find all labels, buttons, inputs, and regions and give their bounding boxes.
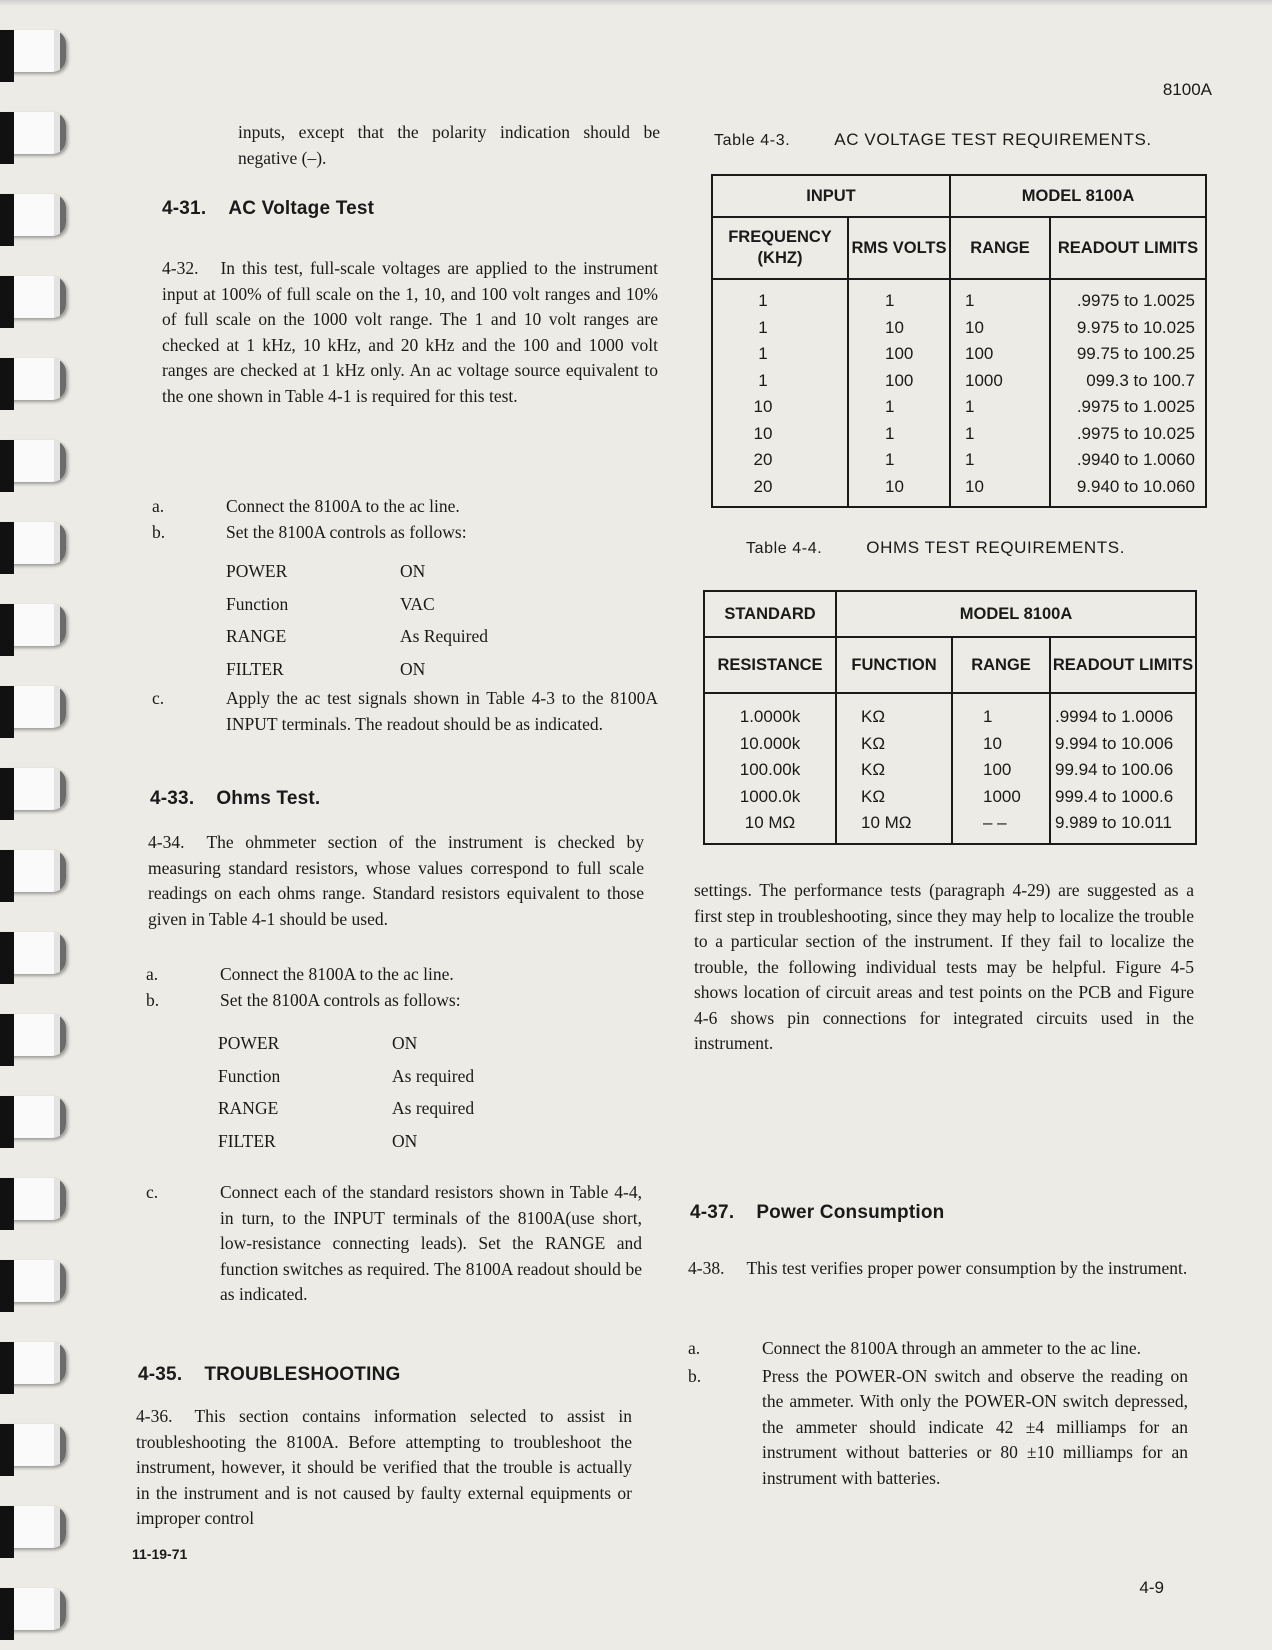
step-c [152,686,658,737]
paragraph-4-38 [688,1256,1188,1282]
step-letter: c. [152,688,165,708]
step-b [152,520,658,546]
cell: 1 [965,423,975,443]
paragraph-body: This test verifies proper power consumption by the instrument. [746,1258,1188,1278]
cell: 100 [885,344,914,363]
binding-ring [0,1424,66,1466]
col-header-frequency: FREQUENCY (KHZ) [712,217,848,279]
paragraph-number: 4-38. [688,1258,725,1278]
binding-ring [0,1506,66,1548]
binding-ring [0,768,66,810]
paragraph-text [148,830,644,932]
footer-date: 11-19-71 [132,1546,188,1562]
table-4-4 [703,590,1197,845]
cell: 9.989 to 10.011 [1055,813,1172,832]
table-4-3-caption [714,130,1152,150]
binding-ring [0,932,66,974]
binding-ring [0,1014,66,1056]
cell: 9.994 to 10.006 [1055,733,1174,753]
step-letter: a. [152,496,165,516]
cell: 10 [753,397,773,416]
paragraph-body: In this test, full-scale voltages are applied to the instrument input at 100% of full scale on the 1, 10, and 100 volt ranges and 10% of full scale on the 1000 volt range. The 1 and 10 volt ranges are checked at 1 kHz, 10 kHz, and 20 kHz and the 100 and 1000 volt ranges are checked at 1 kHz only. An ac voltage source equivalent to the one shown in Table 4-1 is required for this test. [162,258,658,406]
cell: 1 [983,707,993,726]
col-header-readout-limits: READOUT LIMITS [1050,217,1206,279]
ohms-control-settings [218,1031,642,1154]
section-number: 4-31. [162,198,207,219]
paragraph-number: 4-32. [162,258,199,278]
control-name: Function [218,1065,281,1086]
binding-ring [0,522,66,564]
intro-paragraph [238,120,660,171]
paragraph-body: This section contains information selected to assist in troubleshooting the 8100A. Before attempting to troubleshoot the instrument, however, it should be verified that the trouble is actually in the instrument and is not caused by faulty external equipments or improper control [136,1406,632,1528]
table-body-row [712,279,1206,507]
power-test-steps [688,1336,1188,1491]
cell: 1 [758,317,768,337]
cell: 1 [758,344,768,363]
binding-ring [0,1260,66,1302]
step-a [688,1336,1188,1362]
table-title: OHMS TEST REQUIREMENTS. [866,538,1126,557]
section-title: Power Consumption [756,1202,945,1223]
cell: 10 [965,476,984,496]
table-group-header-row [704,591,1196,637]
paragraph-body: The ohmmeter section of the instrument is checked by measuring standard resistors, whose values correspond to full scale readings on each ohms range. Standard resistors equivalent to those given in Table 4-1 should be used. [148,832,644,929]
paragraph-4-34 [148,830,644,932]
paragraph-number: 4-34. [148,832,185,852]
cell: 20 [753,450,773,469]
header-model: 8100A [1162,80,1212,99]
cell: .9994 to 1.0006 [1055,707,1174,726]
binding-ring [0,850,66,892]
cell: 10 [965,317,984,337]
cell: 1000.0k [739,786,801,806]
section-4-33-heading [150,786,630,812]
step-text: Connect the 8100A to the ac line. [226,496,460,516]
cell: 1000 [965,370,1003,390]
table-column-header-row [712,217,1206,279]
control-name: POWER [226,561,288,581]
section-number: 4-33. [150,788,195,809]
section-number: 4-35. [138,1364,183,1385]
step-a [146,962,642,988]
cell: 1.0000k [739,707,801,726]
rms-column [848,279,950,507]
section-4-35-heading [138,1362,618,1388]
section-title: AC Voltage Test [228,198,375,219]
step-a [152,494,658,520]
step-letter: b. [688,1365,702,1386]
binding-ring [0,276,66,318]
step-letter: b. [152,521,166,542]
control-value: ON [400,561,426,581]
step-text: Set the 8100A controls as follows: [220,989,461,1010]
cell: KΩ [861,760,886,779]
range-column [952,693,1050,844]
step-letter: a. [688,1338,701,1358]
table-group-header-row [712,175,1206,217]
cell: 100 [885,370,914,390]
limits-column [1050,279,1206,507]
control-name: Function [226,593,289,614]
col-header-readout-limits: READOUT LIMITS [1050,637,1196,693]
control-value: As Required [400,626,488,646]
control-name: RANGE [226,626,287,646]
step-text: Connect each of the standard resistors shown in Table 4-4, in turn, to the INPUT terminals of the 8100A(use short, low-resistance connecting leads). Set the RANGE and function switches as required. The 8100A readout should be as indicated. [220,1182,642,1304]
freq-column [712,279,848,507]
control-name: POWER [218,1033,280,1053]
cell: 10.000k [739,733,801,753]
cell: 9.940 to 10.060 [1076,476,1195,496]
step-text: Connect the 8100A through an ammeter to the ac line. [762,1338,1142,1358]
paragraph-4-32 [162,256,658,409]
binding-ring [0,440,66,482]
cell: KΩ [861,707,886,726]
resistance-column [704,693,836,844]
control-value: As required [392,1098,475,1118]
paragraph-4-36 [136,1404,632,1532]
cell: 10 MΩ [861,813,912,832]
cell: KΩ [861,786,886,806]
cell: 10 MΩ [744,813,796,832]
cell: .9975 to 1.0025 [1076,397,1195,416]
page-number: 4-9 [1139,1578,1164,1597]
binding-ring [0,686,66,728]
cell: KΩ [861,733,886,753]
col-header-function: FUNCTION [836,637,952,693]
cell: 10 [885,317,904,337]
section-title: Ohms Test. [216,788,321,809]
step-c [146,1180,642,1308]
cell: 99.94 to 100.06 [1055,760,1174,779]
control-value: ON [392,1033,418,1053]
cell: 10 [753,423,773,443]
cell: 1 [885,397,895,416]
table-body-row [704,693,1196,844]
page-top-edge [0,0,1272,6]
control-name: FILTER [226,658,284,679]
cell: 100 [983,760,1012,779]
table-number: Table 4-4. [746,540,823,557]
binding-ring [0,1178,66,1220]
table-title: AC VOLTAGE TEST REQUIREMENTS. [834,130,1152,149]
section-number: 4-37. [690,1202,735,1223]
control-value: ON [400,658,426,679]
binding-ring [0,1588,66,1630]
cell: 999.4 to 1000.6 [1055,786,1174,806]
function-column [836,693,952,844]
col-header-range: RANGE [952,637,1050,693]
step-b [688,1364,1188,1492]
cell: 10 [983,733,1002,753]
paragraph-number: 4-36. [136,1406,173,1426]
cell: 1 [965,450,975,469]
binding-ring [0,112,66,154]
section-4-37-heading [690,1200,1170,1226]
intro-text: inputs, except that the polarity indication should be negative (–). [238,122,660,168]
step-text: Connect the 8100A to the ac line. [220,964,454,984]
table-number: Table 4-3. [714,132,791,149]
section-4-31-heading [162,196,642,222]
table-4-3 [711,174,1207,508]
control-name: RANGE [218,1098,279,1118]
col-header-rms-volts: RMS VOLTS [848,217,950,279]
ac-control-settings [226,559,658,682]
step-letter: a. [146,964,159,984]
range-column [950,279,1050,507]
cell: 100.00k [739,760,801,779]
section-title: TROUBLESHOOTING [204,1364,401,1385]
cell: 099.3 to 100.7 [1086,370,1195,390]
paragraph-text [136,1404,632,1532]
table-4-4-caption [746,538,1125,558]
cell: 1000 [983,786,1021,806]
group-header-input: INPUT [712,175,950,217]
step-text: Set the 8100A controls as follows: [226,521,467,542]
cell: 1 [885,423,895,443]
binding-ring [0,30,66,72]
step-b [146,988,642,1014]
cell: .9975 to 1.0025 [1076,291,1195,310]
cell: .9975 to 10.025 [1076,423,1195,443]
step-letter: b. [146,989,160,1010]
paragraph-text: settings. The performance tests (paragraph 4-29) are suggested as a first step in troubleshooting, since they may help to localize the trouble to a particular section of the instrument. If they fail to localize the trouble, the following individual tests may be helpful. Figure 4-5 shows location of circuit areas and test points on the PCB and Figure 4-6 shows pin connections for integrated circuits used in the instrument. [694,880,1194,1053]
table-column-header-row [704,637,1196,693]
cell: 100 [965,344,994,363]
group-header-model: MODEL 8100A [950,175,1206,217]
cell: 1 [885,291,895,310]
cell: .9940 to 1.0060 [1076,450,1195,469]
cell: 10 [885,476,904,496]
binding-ring [0,358,66,400]
paragraph-text [162,256,658,409]
limits-column [1050,693,1196,844]
cell: 1 [758,291,768,310]
cell: 1 [885,450,895,469]
ac-test-steps [152,494,658,737]
cell: 1 [965,397,975,416]
binding-ring [0,194,66,236]
cell: 1 [758,370,768,390]
step-letter: c. [146,1182,159,1202]
binding-ring [0,604,66,646]
control-value: As required [392,1065,475,1086]
cell: 1 [965,291,975,310]
ohms-test-steps [146,962,642,1308]
control-name: FILTER [218,1130,276,1151]
binding-ring [0,1096,66,1138]
binding-ring [0,1342,66,1384]
col-header-range: RANGE [950,217,1050,279]
control-value: VAC [400,593,435,614]
step-text: Press the POWER-ON switch and observe the reading on the ammeter. With only the POWER-ON switch depressed, the ammeter should indicate 42 ±4 milliamps for an instrument without batteries or 80 ±10 milliamps for an instrument with batteries. [762,1365,1188,1488]
cell: 9.975 to 10.025 [1076,317,1195,337]
group-header-model: MODEL 8100A [836,591,1196,637]
control-value: ON [392,1130,418,1151]
col-header-resistance: RESISTANCE [704,637,836,693]
troubleshooting-continuation [694,878,1194,1057]
cell: 20 [753,476,773,496]
paragraph-text [688,1256,1188,1282]
group-header-standard: STANDARD [704,591,836,637]
spiral-binding [0,0,70,1650]
step-text: Apply the ac test signals shown in Table 4-3 to the 8100A INPUT terminals. The readout should be as indicated. [226,688,658,734]
cell: 99.75 to 100.25 [1076,344,1195,363]
cell: – – [983,813,1007,832]
